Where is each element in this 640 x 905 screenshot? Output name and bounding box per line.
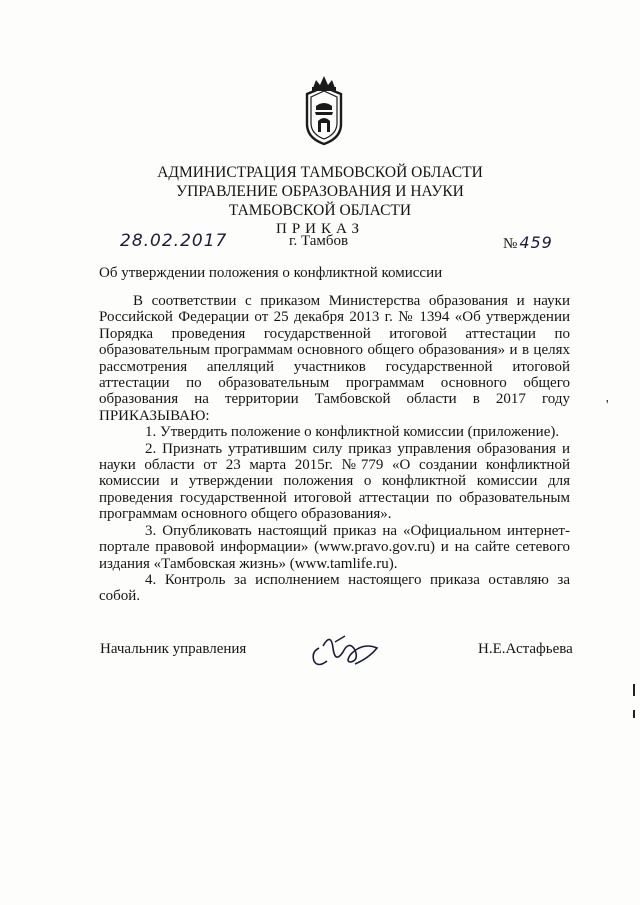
- order-item-2: 2. Признать утратившим силу приказ управления образования и науки области от 23 марта 2015г. №779 «О создании конфликтной комиссии и утверждении положения о конфликтной комиссии для проведения государственной итоговой аттестации по образовательным программам основного общего образования».: [99, 440, 570, 523]
- margin-tick-mark: ': [606, 398, 609, 413]
- order-item-3: 3. Опубликовать настоящий приказ на «Официальном интернет-портале правовой информации» (www.pravo.gov.ru) и на сайте сетевого издания «Тамбовская жизнь» (www.tamlife.ru).: [99, 522, 570, 572]
- header-line-region: ТАМБОВСКОЙ ОБЛАСТИ: [228, 202, 412, 219]
- header-line-department: УПРАВЛЕНИЕ ОБРАЗОВАНИЯ И НАУКИ: [176, 183, 464, 200]
- order-title: ПРИКАЗ: [276, 221, 364, 237]
- handwritten-signature: [305, 628, 385, 673]
- document-header: [0, 163, 640, 239]
- signatory-name: Н.Е.Астафьева: [478, 641, 573, 657]
- order-number: [503, 233, 553, 253]
- order-number-prefix: №: [503, 236, 518, 252]
- order-body: [99, 293, 570, 605]
- intro-paragraph: В соответствии с приказом Министерства образования и науки Российской Федерации от 25 декабря 2013 г. № 1394 «Об утверждении Порядка проведения государственной итоговой аттестации по образовательным программам основного общего образования» и в целях рассмотрения апелляций участников государственной итоговой аттестации по образовательным программам основного общего образования на территории Тамбовской области в 2017 году ПРИКАЗЫВАЮ:: [99, 293, 570, 424]
- order-subject: Об утверждении положения о конфликтной комиссии: [99, 265, 443, 281]
- scan-edge-mark: [633, 710, 635, 718]
- order-city: г. Тамбов: [289, 233, 349, 249]
- order-item-4: 4. Контроль за исполнением настоящего приказа оставляю за собой.: [99, 571, 570, 605]
- coat-of-arms-icon: [299, 72, 349, 146]
- order-number-value: 459: [519, 233, 553, 252]
- header-line-administration: АДМИНИСТРАЦИЯ ТАМБОВСКОЙ ОБЛАСТИ: [157, 164, 483, 181]
- scan-edge-mark: [633, 684, 635, 696]
- signatory-position: Начальник управления: [100, 641, 247, 657]
- order-date: 28.02.2017: [120, 231, 228, 251]
- order-item-1: 1. Утвердить положение о конфликтной комиссии (приложение).: [145, 424, 560, 441]
